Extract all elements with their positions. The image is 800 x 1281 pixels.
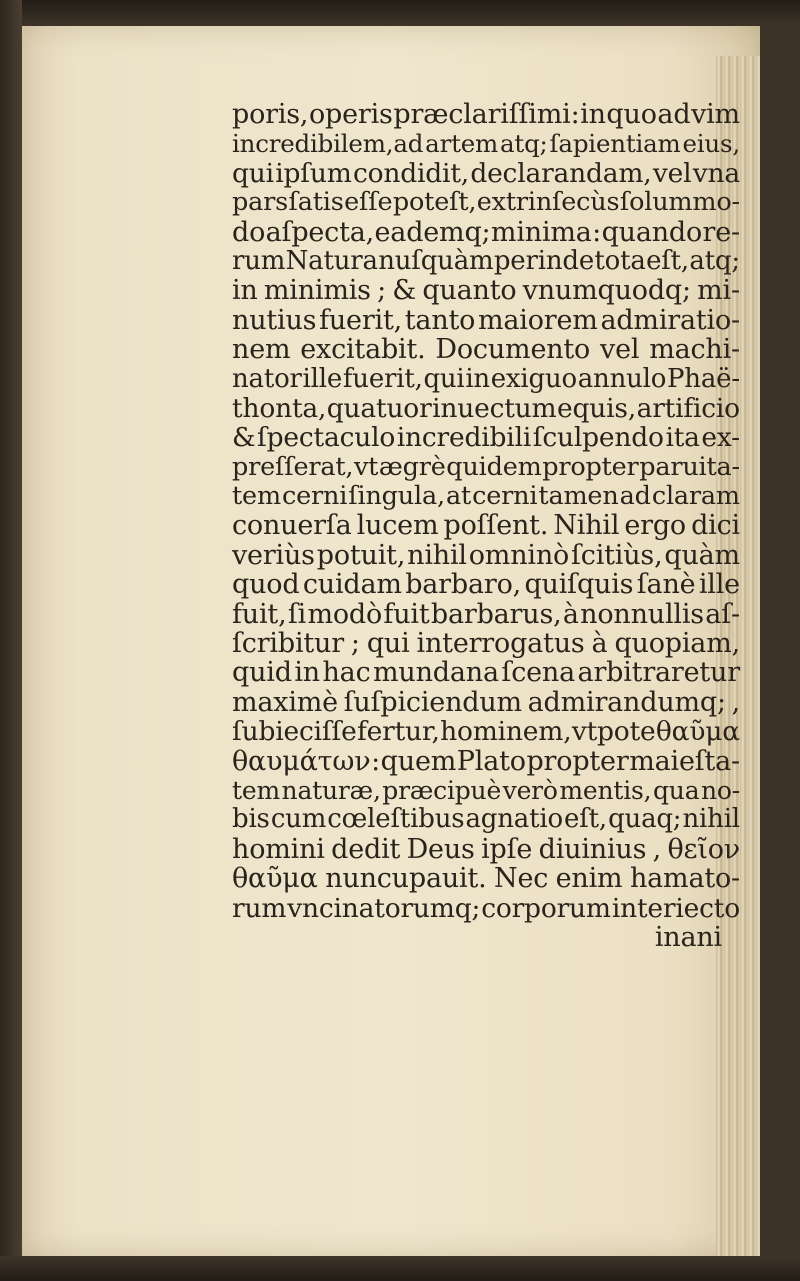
text-line: θαῦμα nuncupauit. Nec enim hamato- [232, 863, 740, 895]
text-line: pars ſatis eſſe poteſt, extrinſecùs ſolummo- [232, 187, 740, 218]
text-line: quod cuidam barbaro, quiſquis ſanè ille [232, 569, 740, 601]
text-line: tem naturæ, præcipuè verò mentis, qua no- [232, 775, 740, 805]
scan-bottom-border [0, 1256, 800, 1281]
text-line: thonta, quatuor inuectum equis, artificio [232, 392, 740, 424]
scan-top-border [0, 0, 800, 26]
text-line: rum Natura nuſquàm perinde tota eſt, atq; [232, 245, 740, 276]
text-line: maximè ſuſpiciendum admirandumq; , [232, 686, 740, 718]
text-line: fuit, ſi modò fuit barbarus, à nonnullis aſ- [232, 598, 740, 630]
text-line: incredibilem,ad artem atq; ſapientiam eius, [232, 129, 740, 159]
catchword: inani [654, 921, 722, 953]
text-line: nem excitabit. Documento vel machi- [232, 334, 740, 366]
text-line: preſſerat, vt ægrè quidem propter paruita- [232, 451, 740, 482]
text-line: qui ipſum condidit, declarandam, vel vna [232, 157, 740, 189]
text-line: veriùs potuit, nihil omninò ſcitiùs, quàm [232, 539, 740, 571]
text-line: poris, operis præclariſſimi: in quo ad vim [232, 99, 740, 130]
text-line: θαυμάτων : quem Plato propter maieſta- [232, 745, 740, 777]
text-line: & ſpectaculo incredibili ſculpendo ita ex- [232, 422, 740, 454]
text-line: nutius fuerit, tanto maiorem admiratio- [232, 304, 740, 336]
text-line: conuerſa lucem poſſent. Nihil ergo dici [232, 510, 740, 542]
text-line: nator ille fuerit, qui in exiguo annulo Phaë- [232, 363, 740, 394]
text-line: do aſpecta, eademq; minima : quando re- [232, 216, 740, 248]
text-line: rum vncinatorumq; corporum interiecto [232, 892, 740, 924]
text-line: quid in hac mundana ſcena arbitraretur [232, 657, 740, 689]
book-binding-edge [0, 0, 22, 1281]
text-line: tem cerni ſingula, at cerni tamen ad claram [232, 481, 740, 512]
body-text [232, 100, 740, 952]
text-line: homini dedit Deus ipſe diuinius , θεῖον [232, 833, 740, 865]
text-line: bis cum cœleſtibus agnatio eſt, quaq; nihil [232, 804, 740, 835]
text-line: ſcribitur ; qui interrogatus à quopiam, [232, 628, 740, 660]
text-line: in minimis ; & quanto vnumquodq; mi- [232, 275, 740, 307]
text-line: ſubieciſſe fertur, hominem, vtpote θαῦμα [232, 716, 740, 748]
